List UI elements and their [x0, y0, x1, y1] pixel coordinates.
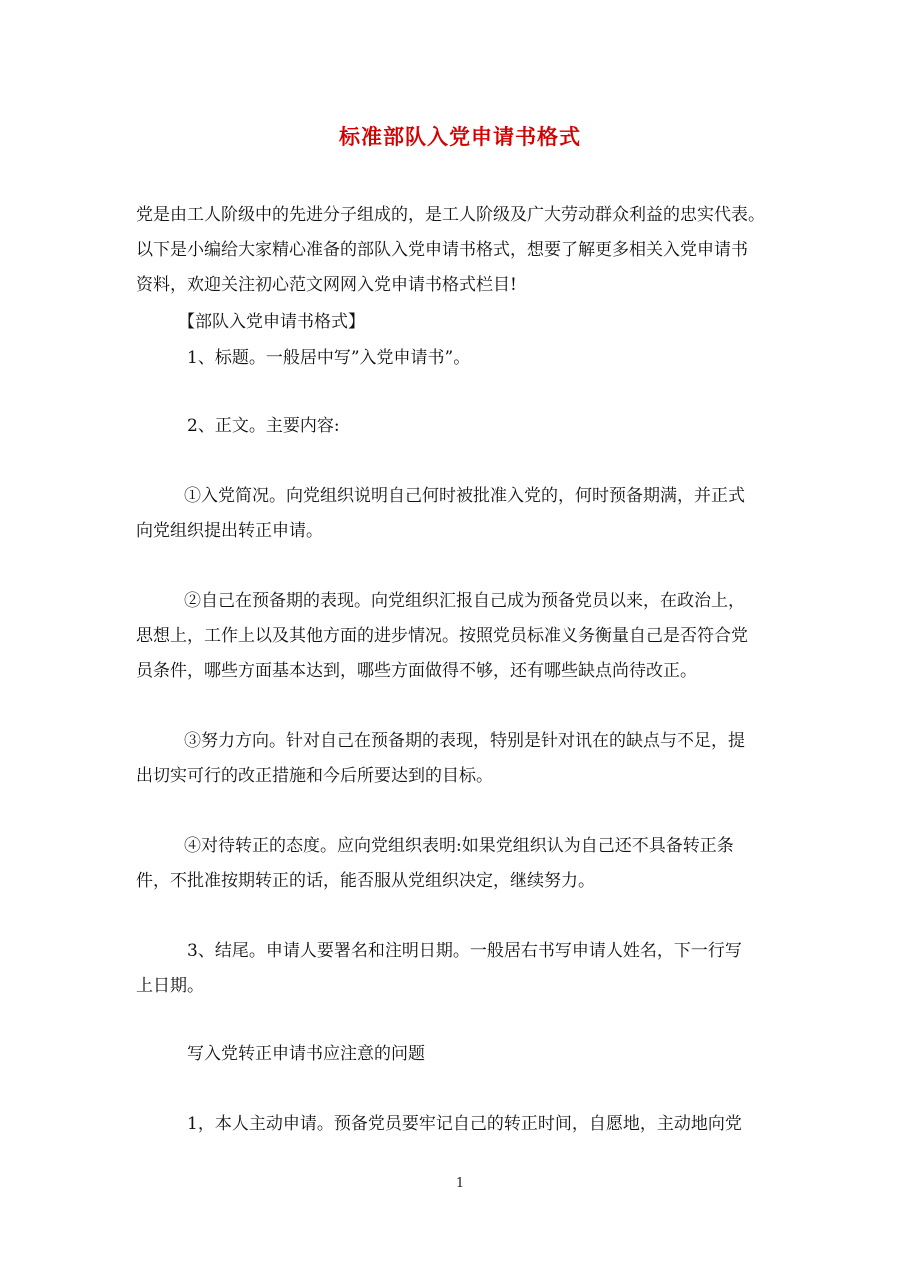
- sub-item-3-line-2: 出切实可行的改正措施和今后所要达到的目标。: [136, 766, 493, 786]
- sub-item-2-line-1: ②自己在预备期的表现。向党组织汇报自己成为预备党员以来，在政治上，: [184, 591, 745, 611]
- sub-item-2-line-3: 员条件，哪些方面基本达到，哪些方面做得不够，还有哪些缺点尚待改正。: [136, 661, 697, 681]
- sub-item-1-line-2: 向党组织提出转正申请。: [136, 521, 323, 541]
- intro-line-1: 党是由工人阶级中的先进分子组成的，是工人阶级及广大劳动群众利益的忠实代表。: [136, 205, 765, 225]
- document-title: 标准部队入党申请书格式: [339, 124, 581, 149]
- item-3-line-1: 3、结尾。申请人要署名和注明日期。一般居右书写申请人姓名，下一行写: [187, 941, 742, 961]
- item-2-body: 2、正文。主要内容:: [187, 416, 340, 436]
- sub-item-4-line-2: 件，不批准按期转正的话，能否服从党组织决定，继续努力。: [136, 871, 595, 891]
- intro-line-3: 资料，欢迎关注初心范文网网入党申请书格式栏目!: [136, 275, 517, 295]
- section-heading: 【部队入党申请书格式】: [178, 312, 365, 332]
- sub-item-3-line-1: ③努力方向。针对自己在预备期的表现，特别是针对讯在的缺点与不足，提: [184, 731, 745, 751]
- sub-item-1-line-1: ①入党简况。向党组织说明自己何时被批准入党的，何时预备期满，并正式: [184, 486, 745, 506]
- intro-line-2: 以下是小编给大家精心准备的部队入党申请书格式，想要了解更多相关入党申请书: [136, 240, 748, 260]
- note-1-line-1: 1，本人主动申请。预备党员要牢记自己的转正时间，自愿地，主动地向党: [187, 1114, 742, 1134]
- item-1-title: 1、标题。一般居中写”入党申请书”。: [187, 348, 471, 368]
- item-3-line-2: 上日期。: [136, 976, 204, 996]
- notes-heading: 写入党转正申请书应注意的问题: [187, 1044, 425, 1064]
- sub-item-4-line-1: ④对待转正的态度。应向党组织表明:如果党组织认为自己还不具备转正条: [184, 836, 734, 856]
- sub-item-2-line-2: 思想上，工作上以及其他方面的进步情况。按照党员标准义务衡量自己是否符合党: [136, 626, 748, 646]
- page-number: 1: [455, 1176, 465, 1191]
